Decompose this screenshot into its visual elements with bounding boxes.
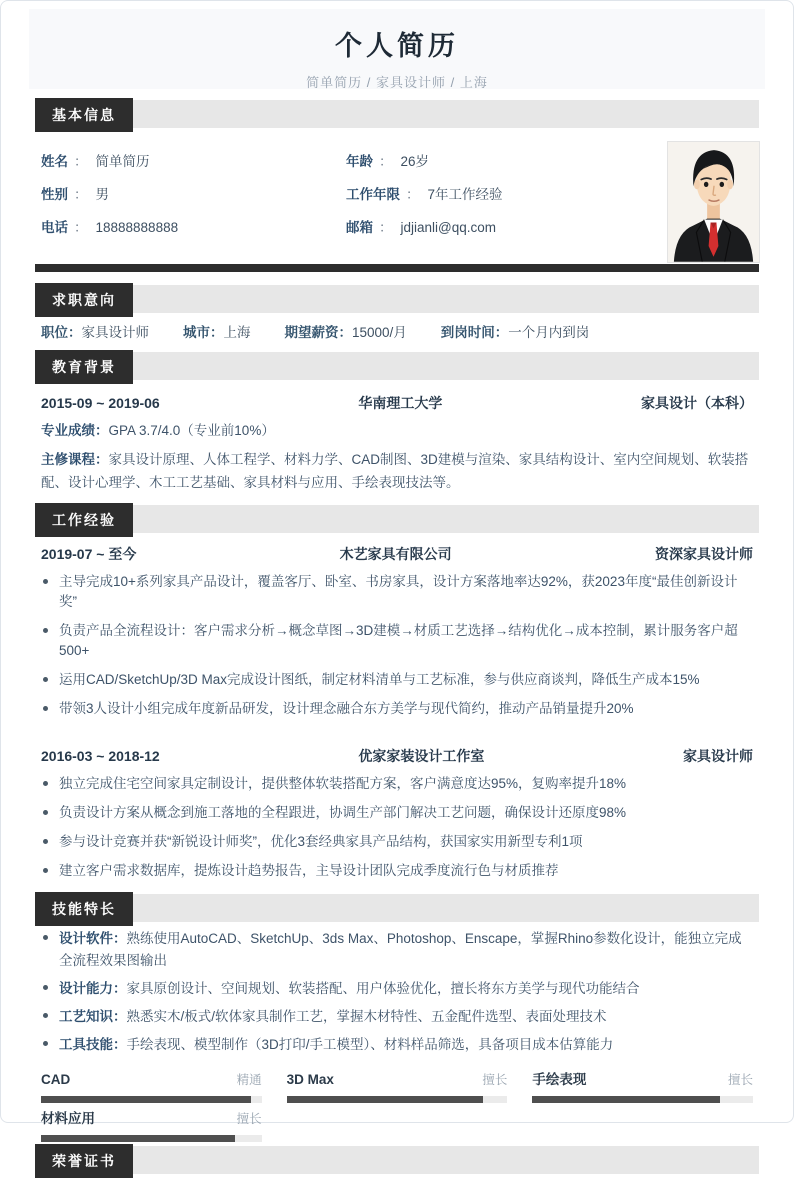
field-gender <box>41 187 346 203</box>
education-courses-text: 家具设计原理、人体工程学、材料力学、CAD制图、3D建模与渲染、家具结构设计、室内空间规划、软装搭配、设计心理学、木工工艺基础、家具材料与应用、手绘表现技法等。 <box>41 452 749 490</box>
page-subtitle: 简单简历 / 家具设计师 / 上海 <box>306 75 488 90</box>
job-role: 家具设计师 <box>683 748 753 764</box>
education-gpa-label: 专业成绩： <box>41 423 109 438</box>
profile-photo <box>667 141 760 263</box>
skill-text: 熟练使用AutoCAD、SketchUp、3ds Max、Photoshop、Enscape，掌握Rhino参数化设计，能独立完成全流程效果图输出 <box>59 931 742 968</box>
field-name <box>41 154 346 170</box>
field-experience-years-label: 工作年限 <box>346 187 400 202</box>
skill-bar-sketching <box>532 1072 753 1103</box>
resume-header <box>29 9 765 89</box>
field-experience-years-value: 7年工作经验 <box>427 187 503 202</box>
education-courses <box>41 448 753 494</box>
skill-bar-track <box>41 1096 262 1103</box>
job-period: 2019-07 ~ 至今 <box>41 546 137 562</box>
skill-bar-name: 3D Max <box>286 1072 334 1087</box>
skill-lead: 设计能力： <box>59 981 127 996</box>
skill-bar-head <box>287 1072 508 1088</box>
job-bullet-text: 独立完成住宅空间家具定制设计，提供整体软装搭配方案，客户满意度达95%，复购率提升18% <box>59 776 627 791</box>
profile-photo-illustration <box>668 142 759 262</box>
skill-lead: 工具技能： <box>59 1037 127 1052</box>
skill-bullet-text <box>59 978 640 1000</box>
field-phone-value: 18888888888 <box>95 220 179 235</box>
skill-bar-head <box>41 1072 262 1088</box>
job-bullet <box>43 861 753 881</box>
section-divider <box>35 264 759 272</box>
skill-bar-fill <box>41 1096 251 1103</box>
skill-lead: 设计软件： <box>59 931 127 946</box>
skill-bullet-text <box>59 1006 607 1028</box>
field-email <box>346 220 653 236</box>
education-courses-label: 主修课程： <box>41 452 109 467</box>
field-name-label: 姓名 <box>41 154 68 169</box>
colon: ： <box>379 220 393 235</box>
job-company: 优家家装设计工作室 <box>358 748 485 764</box>
field-experience-years <box>346 187 653 203</box>
job-bullet-text: 参与设计竞赛并获“新锐设计师奖”，优化3套经典家具产品结构，获国家实用新型专利1项 <box>59 834 583 849</box>
job-header <box>41 533 753 563</box>
skill-text: 手绘表现、模型制作（3D打印/手工模型）、材料样品筛选，具备项目成本估算能力 <box>126 1037 614 1052</box>
skill-bar-fill <box>287 1096 483 1103</box>
section-bar-basic <box>35 100 759 128</box>
intent-city <box>183 325 251 341</box>
skill-bar-track <box>41 1135 262 1142</box>
section-badge-skills: 技能特长 <box>35 892 133 926</box>
page-title: 个人简历 <box>335 31 459 61</box>
job-bullet <box>43 670 753 690</box>
section-bar-experience <box>35 505 759 533</box>
intent-city-label: 城市 <box>183 325 210 340</box>
skill-bullet <box>43 978 753 1000</box>
section-badge-education: 教育背景 <box>35 350 133 384</box>
skill-bar-name: 材料应用 <box>41 1111 95 1126</box>
colon: ： <box>74 154 88 169</box>
intent-position-value: 家具设计师 <box>81 325 149 340</box>
skill-bar-level: 擅长 <box>236 1112 262 1126</box>
skill-bar-fill <box>41 1135 235 1142</box>
skill-bar-3dmax <box>287 1072 508 1103</box>
field-gender-label: 性别 <box>41 187 68 202</box>
intent-salary-label: 期望薪资 <box>284 325 339 340</box>
skill-bullet-text <box>59 1034 613 1056</box>
colon: ： <box>494 325 509 340</box>
job-bullet <box>43 774 753 794</box>
skill-bar-fill <box>532 1096 720 1103</box>
section-bar-intention <box>35 285 759 313</box>
colon: ： <box>379 154 393 169</box>
education-major: 家具设计（本科） <box>641 395 753 411</box>
colon: ： <box>68 325 82 340</box>
education-school: 华南理工大学 <box>358 395 443 411</box>
intent-salary <box>285 325 407 341</box>
field-phone-label: 电话 <box>41 220 68 235</box>
intent-position-label: 职位 <box>41 325 68 340</box>
skill-bar-materials <box>41 1111 262 1142</box>
colon: ： <box>74 220 88 235</box>
job-bullet-text: 负责设计方案从概念到施工落地的全程跟进，协调生产部门解决工艺问题，确保设计还原度98% <box>59 805 627 820</box>
field-age-label: 年龄 <box>346 154 373 169</box>
job-bullet-text: 建立客户需求数据库，提炼设计趋势报告，主导设计团队完成季度流行色与材质推荐 <box>59 863 559 878</box>
job-bullet <box>43 832 753 852</box>
job-company: 木艺家具有限公司 <box>339 546 452 562</box>
job-period: 2016-03 ~ 2018-12 <box>41 748 160 764</box>
field-email-value: jdjianli@qq.com <box>400 220 496 235</box>
skill-bars-grid <box>41 1064 753 1142</box>
intent-position <box>41 325 149 341</box>
job-bullet <box>43 621 753 661</box>
colon: ： <box>338 325 352 340</box>
skill-text: 家具原创设计、空间规划、软装搭配、用户体验优化，擅长将东方美学与现代功能结合 <box>126 981 640 996</box>
skill-bar-head <box>41 1111 262 1127</box>
job-header <box>41 735 753 765</box>
colon: ： <box>210 325 224 340</box>
skill-bar-name: 手绘表现 <box>532 1072 587 1087</box>
intent-availability-value: 一个月内到岗 <box>508 325 590 340</box>
skill-bar-track <box>287 1096 508 1103</box>
field-phone <box>41 220 346 236</box>
field-name-value: 简单简历 <box>95 154 150 169</box>
skill-bullet <box>43 928 753 972</box>
skill-bar-level: 擅长 <box>727 1073 753 1087</box>
education-header <box>41 380 753 412</box>
education-gpa-value: GPA 3.7/4.0（专业前10%） <box>108 423 275 438</box>
field-gender-value: 男 <box>95 187 109 202</box>
intent-salary-value: 15000/月 <box>352 325 407 340</box>
skill-bullet-text <box>59 928 753 972</box>
job-role: 资深家具设计师 <box>655 546 753 562</box>
section-badge-honors: 荣誉证书 <box>35 1144 133 1178</box>
job-bullet-text: 负责产品全流程设计：客户需求分析→概念草图→3D建模→材质工艺选择→结构优化→成本控制，累计服务客户超500+ <box>59 623 738 658</box>
skill-bar-name: CAD <box>41 1072 71 1087</box>
field-age-value: 26岁 <box>400 154 430 169</box>
intent-availability-label: 到岗时间 <box>440 325 495 340</box>
section-badge-experience: 工作经验 <box>35 503 133 537</box>
field-age <box>346 154 653 170</box>
job-bullet <box>43 699 753 719</box>
section-bar-honors <box>35 1146 759 1174</box>
skill-bar-head <box>532 1072 753 1088</box>
job-bullet-text: 运用CAD/SketchUp/3D Max完成设计图纸，制定材料清单与工艺标准，参与供应商谈判，降低生产成本15% <box>59 672 700 687</box>
field-email-label: 邮箱 <box>346 220 373 235</box>
skill-bar-track <box>532 1096 753 1103</box>
section-badge-basic: 基本信息 <box>35 98 133 132</box>
skill-bullet <box>43 1034 753 1056</box>
education-gpa-line <box>41 423 753 439</box>
job-bullet-text: 主导完成10+系列家具产品设计，覆盖客厅、卧室、书房家具，设计方案落地率达92%，获2023年度“最佳创新设计奖” <box>59 574 738 609</box>
section-badge-intention: 求职意向 <box>35 283 133 317</box>
section-bar-skills <box>35 894 759 922</box>
intent-availability <box>441 325 590 341</box>
skill-bar-level: 擅长 <box>482 1073 508 1087</box>
skill-text: 熟悉实木/板式/软体家具制作工艺，掌握木材特性、五金配件选型、表面处理技术 <box>126 1009 607 1024</box>
section-bar-education <box>35 352 759 380</box>
colon: ： <box>74 187 88 202</box>
skill-bullet <box>43 1006 753 1028</box>
skill-bar-level: 精通 <box>236 1073 262 1087</box>
job-bullet <box>43 803 753 823</box>
education-period: 2015-09 ~ 2019-06 <box>41 395 160 411</box>
colon: ： <box>406 187 420 202</box>
skill-bar-cad <box>41 1072 262 1103</box>
intent-city-value: 上海 <box>223 325 251 340</box>
intention-row <box>1 313 793 341</box>
skill-lead: 工艺知识： <box>59 1009 127 1024</box>
job-bullet-text: 带领3人设计小组完成年度新品研发，设计理念融合东方美学与现代简约，推动产品销量提升20% <box>59 701 634 716</box>
job-bullet <box>43 572 753 612</box>
